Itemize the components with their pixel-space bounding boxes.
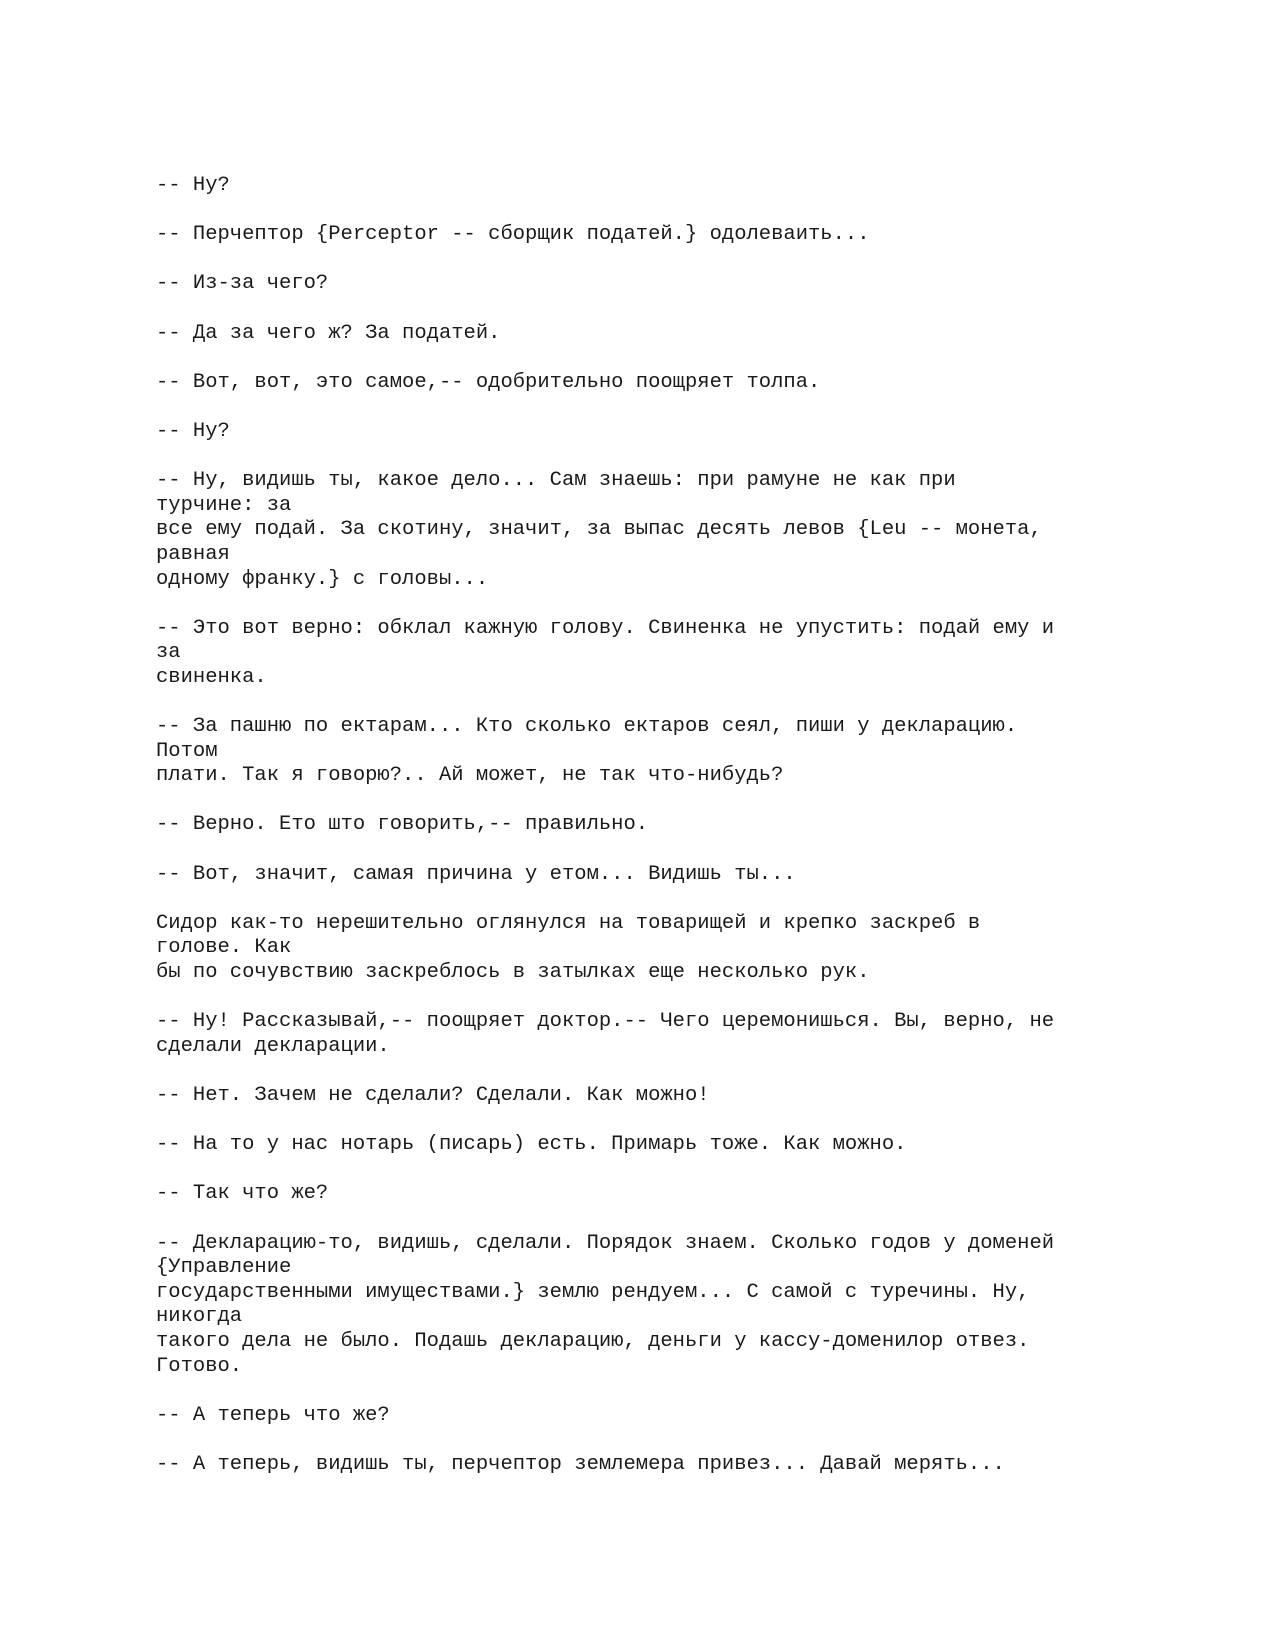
text-line: никогда	[156, 1305, 243, 1329]
blank-line	[156, 1158, 1156, 1183]
blank-line	[156, 1059, 1156, 1084]
text-line: -- Ну! Рассказывай,-- поощряет доктор.-- Чего церемонишься. Вы, верно, не	[156, 1010, 1055, 1034]
text-line: -- Ну?	[156, 419, 230, 443]
text-line: -- Нет. Зачем не сделали? Сделали. Как можно!	[156, 1083, 710, 1107]
text-line: такого дела не было. Подашь декларацию, деньги у кассу-доменилор отвез.	[156, 1329, 1030, 1353]
blank-line	[156, 789, 1156, 814]
text-line: сделали декларации.	[156, 1034, 390, 1058]
blank-line	[156, 1379, 1156, 1404]
text-line: -- Вот, значит, самая причина у етом... Видишь ты...	[156, 862, 796, 886]
blank-line	[156, 248, 1156, 273]
text-line: -- А теперь что же?	[156, 1403, 390, 1427]
blank-line	[156, 986, 1156, 1011]
blank-line	[156, 690, 1156, 715]
text-line: -- Так что же?	[156, 1182, 329, 1206]
text-line: -- А теперь, видишь ты, перчептор землемера привез... Давай мерять...	[156, 1452, 1005, 1476]
text-line: голове. Как	[156, 936, 292, 960]
blank-line	[156, 887, 1156, 912]
blank-line	[156, 297, 1156, 322]
text-line: Потом	[156, 739, 218, 763]
document-text	[156, 174, 1156, 1477]
blank-line	[156, 838, 1156, 863]
blank-line	[156, 395, 1156, 420]
text-line: -- Перчептор {Perceptor -- сборщик податей.} одолеваить...	[156, 223, 870, 247]
blank-line	[156, 1109, 1156, 1134]
text-line: -- На то у нас нотарь (писарь) есть. Примарь тоже. Как можно.	[156, 1133, 907, 1157]
text-line: -- Декларацию-то, видишь, сделали. Порядок знаем. Сколько годов у доменей	[156, 1231, 1055, 1255]
text-line: все ему подай. За скотину, значит, за выпас десять левов {Leu -- монета,	[156, 518, 1042, 542]
text-line: за	[156, 641, 181, 665]
text-line: {Управление	[156, 1256, 292, 1280]
text-line: государственными имуществами.} землю рендуем... С самой с туречины. Ну,	[156, 1280, 1030, 1304]
blank-line	[156, 1428, 1156, 1453]
text-line: -- За пашню по ектарам... Кто сколько ектаров сеял, пиши у декларацию.	[156, 715, 1018, 739]
text-line: Готово.	[156, 1354, 243, 1378]
blank-line	[156, 1207, 1156, 1232]
text-line: -- Вот, вот, это самое,-- одобрительно поощряет толпа.	[156, 370, 821, 394]
blank-line	[156, 445, 1156, 470]
text-line: Сидор как-то нерешительно оглянулся на товарищей и крепко заскреб в	[156, 911, 981, 935]
text-line: -- Ну, видишь ты, какое дело... Сам знаешь: при рамуне не как при	[156, 469, 956, 493]
text-line: одному франку.} с головы...	[156, 567, 489, 591]
text-line: -- Да за чего ж? За податей.	[156, 321, 501, 345]
text-line: -- Ну?	[156, 174, 230, 197]
text-line: свиненка.	[156, 665, 267, 689]
text-line: бы по сочувствию заскреблось в затылках еще несколько рук.	[156, 961, 870, 984]
text-line: -- Это вот верно: обклал кажную голову. Свиненка не упустить: подай ему и	[156, 616, 1055, 640]
text-line: -- Из-за чего?	[156, 272, 329, 296]
blank-line	[156, 346, 1156, 371]
text-line: равная	[156, 542, 230, 566]
blank-line	[156, 592, 1156, 617]
text-line: турчине: за	[156, 493, 292, 517]
blank-line	[156, 199, 1156, 224]
text-line: -- Верно. Ето што говорить,-- правильно.	[156, 813, 649, 837]
text-line: плати. Так я говорю?.. Ай может, не так что-нибудь?	[156, 764, 784, 788]
